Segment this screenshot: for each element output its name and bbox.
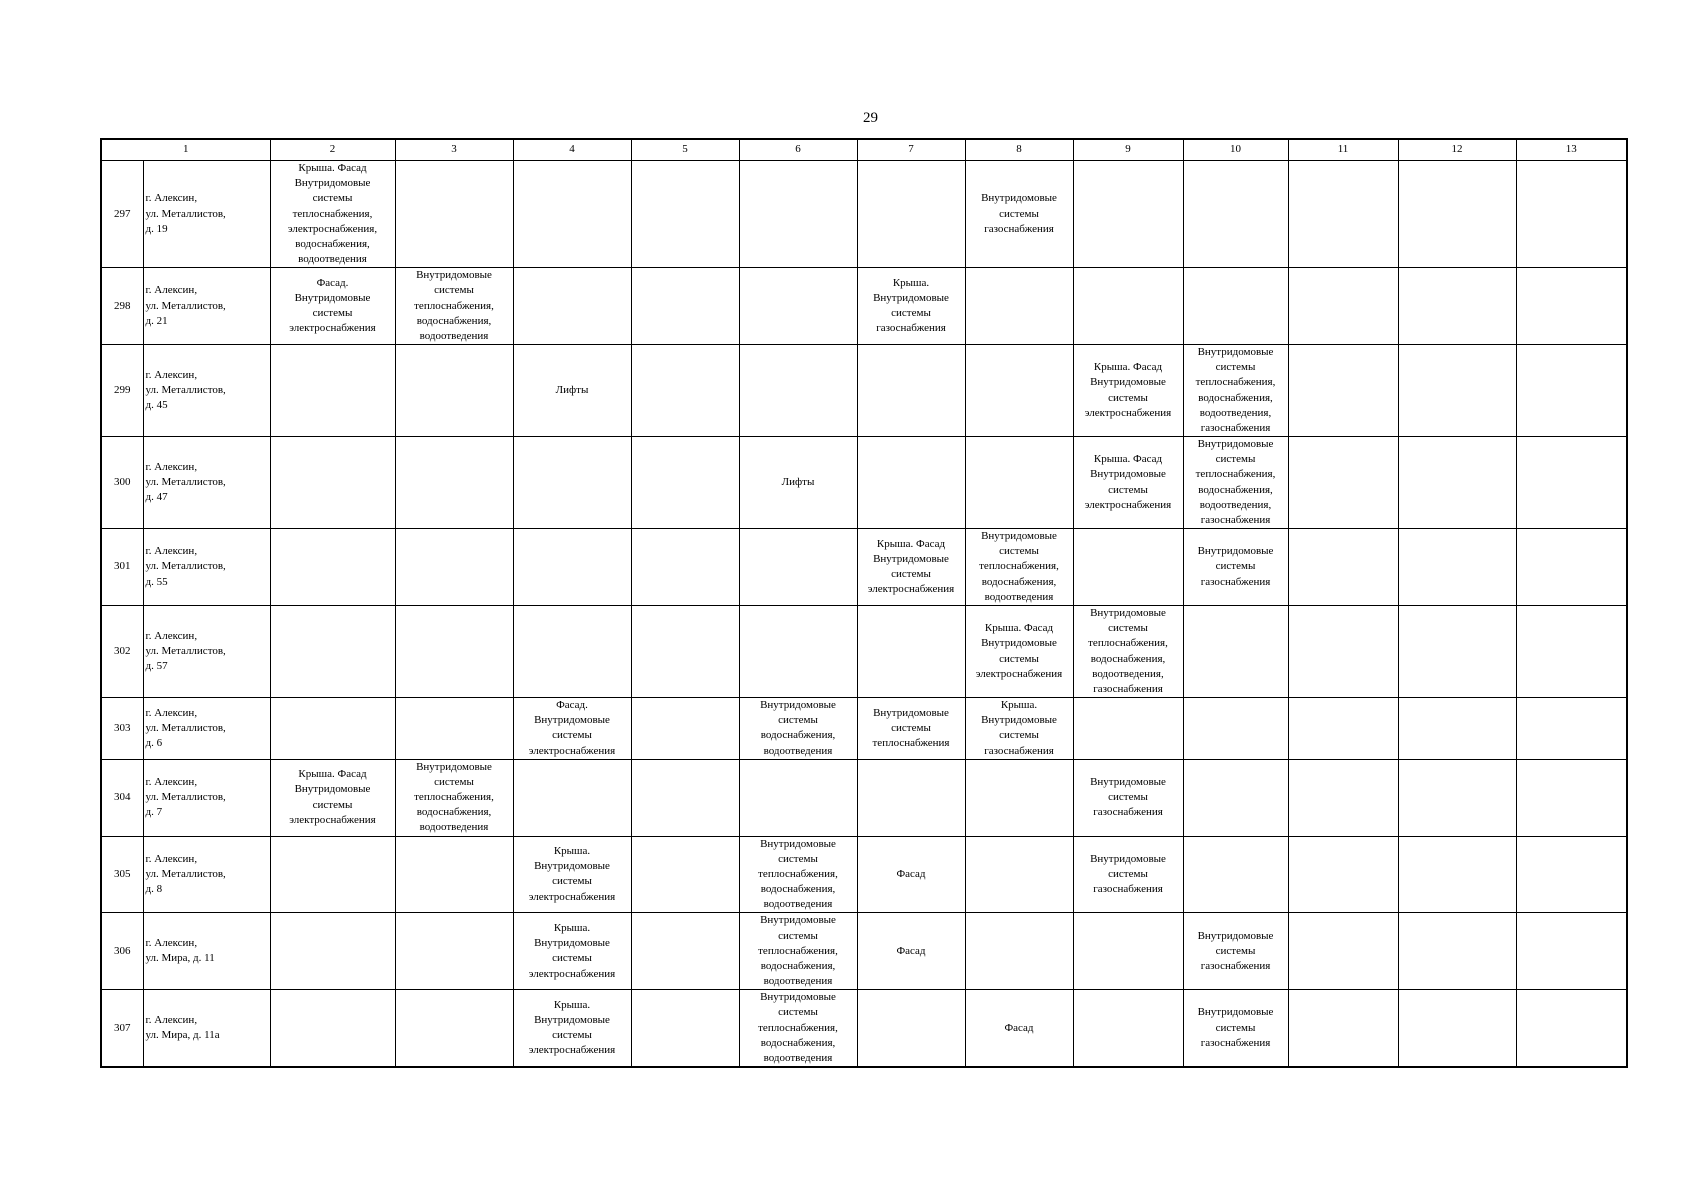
work-cell: [513, 268, 631, 345]
header-row: [101, 139, 1627, 161]
work-cell: [1516, 759, 1627, 836]
column-header: 10: [1183, 139, 1288, 161]
work-cell: Крыша. Внутридомовые системы электроснабжения: [513, 990, 631, 1067]
work-cell: [1073, 529, 1183, 606]
address-cell: г. Алексин, ул. Мира, д. 11: [143, 913, 270, 990]
work-cell: [739, 759, 857, 836]
work-cell: Внутридомовые системы теплоснабжения, водоснабжения, водоотведения: [739, 836, 857, 913]
work-cell: [965, 268, 1073, 345]
table-row: [101, 913, 1627, 990]
work-cell: [739, 605, 857, 697]
work-cell: [270, 437, 395, 529]
work-cell: [1288, 605, 1398, 697]
column-header: 4: [513, 139, 631, 161]
work-cell: [1183, 836, 1288, 913]
work-cell: [1073, 268, 1183, 345]
page-number: 29: [863, 110, 878, 126]
work-cell: Внутридомовые системы теплоснабжения, водоснабжения, водоотведения: [395, 268, 513, 345]
work-cell: Крыша. Внутридомовые системы газоснабжения: [857, 268, 965, 345]
work-cell: [631, 698, 739, 760]
row-number: 303: [101, 698, 143, 760]
address-cell: г. Алексин, ул. Металлистов, д. 8: [143, 836, 270, 913]
work-cell: [395, 437, 513, 529]
row-number: 298: [101, 268, 143, 345]
work-cell: [1183, 759, 1288, 836]
work-cell: [513, 161, 631, 268]
work-cell: [739, 529, 857, 606]
work-cell: [1288, 345, 1398, 437]
work-cell: [1183, 268, 1288, 345]
address-cell: г. Алексин, ул. Мира, д. 11а: [143, 990, 270, 1067]
work-cell: [395, 698, 513, 760]
work-cell: [270, 605, 395, 697]
work-cell: [1398, 913, 1516, 990]
work-cell: [1516, 836, 1627, 913]
work-cell: [1398, 161, 1516, 268]
work-cell: [1516, 161, 1627, 268]
work-cell: [965, 836, 1073, 913]
work-cell: [1183, 698, 1288, 760]
work-cell: [270, 345, 395, 437]
work-cell: Фасад: [857, 836, 965, 913]
work-cell: Внутридомовые системы теплоснабжения, водоснабжения, водоотведения: [739, 913, 857, 990]
work-cell: [1516, 268, 1627, 345]
work-cell: [1398, 437, 1516, 529]
work-cell: [1398, 836, 1516, 913]
work-cell: [1398, 759, 1516, 836]
work-cell: Внутридомовые системы теплоснабжения, водоснабжения, водоотведения: [965, 529, 1073, 606]
table-row: [101, 268, 1627, 345]
work-cell: [513, 529, 631, 606]
work-cell: [1183, 605, 1288, 697]
work-cell: [1288, 437, 1398, 529]
work-cell: [631, 529, 739, 606]
work-cell: Внутридомовые системы газоснабжения: [1183, 529, 1288, 606]
work-cell: [1073, 913, 1183, 990]
table-row: [101, 990, 1627, 1067]
work-cell: [1516, 698, 1627, 760]
address-cell: г. Алексин, ул. Металлистов, д. 57: [143, 605, 270, 697]
work-cell: [857, 161, 965, 268]
work-cell: [395, 345, 513, 437]
row-number: 301: [101, 529, 143, 606]
work-cell: Крыша. Фасад Внутридомовые системы электроснабжения: [1073, 437, 1183, 529]
column-header: 8: [965, 139, 1073, 161]
work-cell: [270, 529, 395, 606]
work-cell: [1073, 990, 1183, 1067]
column-header: 5: [631, 139, 739, 161]
work-cell: [857, 990, 965, 1067]
work-cell: [513, 437, 631, 529]
work-cell: [1073, 161, 1183, 268]
work-cell: [965, 345, 1073, 437]
work-cell: Внутридомовые системы газоснабжения: [1183, 990, 1288, 1067]
work-cell: Внутридомовые системы теплоснабжения, водоснабжения, водоотведения, газоснабжения: [1073, 605, 1183, 697]
work-cell: [1288, 836, 1398, 913]
work-cell: [965, 759, 1073, 836]
work-cell: [395, 990, 513, 1067]
work-cell: [513, 605, 631, 697]
capital-repair-table: [100, 138, 1628, 1068]
work-cell: Крыша. Фасад Внутридомовые системы электроснабжения: [1073, 345, 1183, 437]
work-cell: [1516, 437, 1627, 529]
work-cell: [270, 698, 395, 760]
work-cell: [1398, 698, 1516, 760]
work-cell: [395, 836, 513, 913]
address-cell: г. Алексин, ул. Металлистов, д. 47: [143, 437, 270, 529]
row-number: 297: [101, 161, 143, 268]
work-cell: [1288, 990, 1398, 1067]
work-cell: [1516, 913, 1627, 990]
column-header: 1: [101, 139, 270, 161]
work-cell: [270, 913, 395, 990]
work-cell: [1183, 161, 1288, 268]
row-number: 302: [101, 605, 143, 697]
work-cell: [1288, 268, 1398, 345]
work-cell: Внутридомовые системы газоснабжения: [1073, 836, 1183, 913]
work-cell: Лифты: [513, 345, 631, 437]
work-cell: [1288, 161, 1398, 268]
work-cell: [1398, 605, 1516, 697]
column-header: 13: [1516, 139, 1627, 161]
work-cell: Внутридомовые системы теплоснабжения, водоснабжения, водоотведения, газоснабжения: [1183, 437, 1288, 529]
work-cell: Внутридомовые системы газоснабжения: [965, 161, 1073, 268]
work-cell: [1288, 913, 1398, 990]
work-cell: [1398, 345, 1516, 437]
table-row: [101, 836, 1627, 913]
table-row: [101, 698, 1627, 760]
work-cell: [631, 759, 739, 836]
work-cell: [1288, 529, 1398, 606]
work-cell: Крыша. Фасад Внутридомовые системы электроснабжения: [965, 605, 1073, 697]
work-cell: [631, 345, 739, 437]
work-cell: [1288, 698, 1398, 760]
column-header: 9: [1073, 139, 1183, 161]
column-header: 7: [857, 139, 965, 161]
work-cell: [395, 161, 513, 268]
work-cell: [857, 759, 965, 836]
address-cell: г. Алексин, ул. Металлистов, д. 6: [143, 698, 270, 760]
work-cell: Внутридомовые системы теплоснабжения, водоснабжения, водоотведения: [395, 759, 513, 836]
row-number: 299: [101, 345, 143, 437]
address-cell: г. Алексин, ул. Металлистов, д. 7: [143, 759, 270, 836]
work-cell: [270, 990, 395, 1067]
work-cell: [739, 345, 857, 437]
work-cell: Лифты: [739, 437, 857, 529]
work-cell: [1398, 990, 1516, 1067]
row-number: 306: [101, 913, 143, 990]
table-row: [101, 161, 1627, 268]
work-cell: [631, 268, 739, 345]
work-cell: [395, 605, 513, 697]
work-cell: [395, 529, 513, 606]
work-cell: [1073, 698, 1183, 760]
work-cell: [1398, 268, 1516, 345]
work-cell: [739, 268, 857, 345]
work-cell: [631, 990, 739, 1067]
work-cell: Крыша. Фасад Внутридомовые системы теплоснабжения, электроснабжения, водоснабжения, водоотведения: [270, 161, 395, 268]
work-cell: [513, 759, 631, 836]
work-cell: [965, 437, 1073, 529]
column-header: 2: [270, 139, 395, 161]
work-cell: Внутридомовые системы теплоснабжения, водоснабжения, водоотведения: [739, 990, 857, 1067]
work-cell: [857, 437, 965, 529]
work-cell: [631, 836, 739, 913]
work-cell: Крыша. Внутридомовые системы электроснабжения: [513, 913, 631, 990]
work-cell: [1288, 759, 1398, 836]
work-cell: Фасад: [857, 913, 965, 990]
work-cell: Фасад. Внутридомовые системы электроснабжения: [513, 698, 631, 760]
row-number: 300: [101, 437, 143, 529]
address-cell: г. Алексин, ул. Металлистов, д. 55: [143, 529, 270, 606]
row-number: 305: [101, 836, 143, 913]
column-header: 3: [395, 139, 513, 161]
column-header: 12: [1398, 139, 1516, 161]
work-cell: Внутридомовые системы теплоснабжения, водоснабжения, водоотведения, газоснабжения: [1183, 345, 1288, 437]
work-cell: Внутридомовые системы газоснабжения: [1183, 913, 1288, 990]
column-header: 6: [739, 139, 857, 161]
table-row: [101, 529, 1627, 606]
work-cell: [739, 161, 857, 268]
table-row: [101, 759, 1627, 836]
work-cell: [631, 161, 739, 268]
work-cell: [1398, 529, 1516, 606]
address-cell: г. Алексин, ул. Металлистов, д. 21: [143, 268, 270, 345]
address-cell: г. Алексин, ул. Металлистов, д. 45: [143, 345, 270, 437]
work-cell: [857, 345, 965, 437]
table-row: [101, 345, 1627, 437]
work-cell: Крыша. Фасад Внутридомовые системы электроснабжения: [857, 529, 965, 606]
work-cell: [631, 913, 739, 990]
table-body: [101, 161, 1627, 1068]
work-cell: [1516, 345, 1627, 437]
work-cell: Крыша. Внутридомовые системы газоснабжения: [965, 698, 1073, 760]
row-number: 307: [101, 990, 143, 1067]
work-cell: Внутридомовые системы теплоснабжения: [857, 698, 965, 760]
work-cell: [270, 836, 395, 913]
table-row: [101, 437, 1627, 529]
row-number: 304: [101, 759, 143, 836]
address-cell: г. Алексин, ул. Металлистов, д. 19: [143, 161, 270, 268]
work-cell: Внутридомовые системы газоснабжения: [1073, 759, 1183, 836]
work-cell: Внутридомовые системы водоснабжения, водоотведения: [739, 698, 857, 760]
work-cell: [631, 437, 739, 529]
work-cell: [965, 913, 1073, 990]
table-row: [101, 605, 1627, 697]
work-cell: Крыша. Фасад Внутридомовые системы электроснабжения: [270, 759, 395, 836]
work-cell: Крыша. Внутридомовые системы электроснабжения: [513, 836, 631, 913]
work-cell: Фасад. Внутридомовые системы электроснабжения: [270, 268, 395, 345]
work-cell: [395, 913, 513, 990]
work-cell: [631, 605, 739, 697]
column-header: 11: [1288, 139, 1398, 161]
work-cell: Фасад: [965, 990, 1073, 1067]
work-cell: [857, 605, 965, 697]
work-cell: [1516, 605, 1627, 697]
work-cell: [1516, 529, 1627, 606]
work-cell: [1516, 990, 1627, 1067]
